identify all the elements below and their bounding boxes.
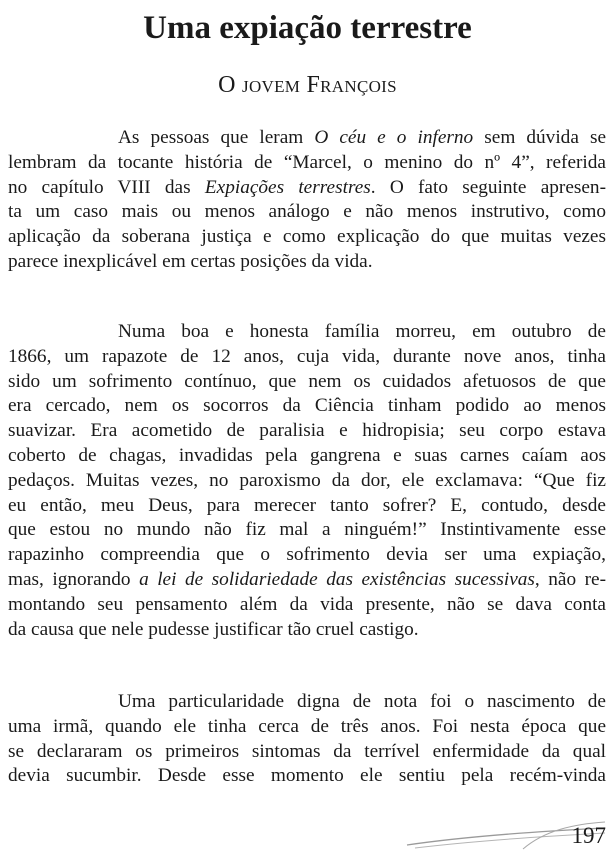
text-line: As pessoas que leram O céu e o inferno sem dúvida se — [118, 127, 607, 148]
text-line: mas, ignorando a lei de solidariedade das existências sucessivas, não re- — [8, 568, 606, 590]
chapter-title: Uma expiação terrestre — [143, 10, 472, 46]
text-line: da causa que nele pudesse justificar tão cruel castigo. — [8, 618, 419, 640]
text-line: devia sucumbir. Desde esse momento ele sentiu pela recém-vinda — [8, 765, 606, 787]
text-line: uma irmã, quando ele tinha cerca de três anos. Foi nesta época que — [8, 715, 606, 737]
text-line: pedaços. Muitas vezes, no paroxismo da dor, ele exclamava: “Que fiz — [8, 469, 606, 491]
text-line: suavizar. Era acometido de paralisia e hidropisia; seu corpo estava — [8, 420, 606, 442]
text-line: que estou no mundo não fiz mal a ninguém!” Instintivamente esse — [8, 519, 606, 541]
text-line: era cercado, nem os socorros da Ciência tinham podido ao menos — [8, 395, 606, 417]
text-line: ta um caso mais ou menos análogo e não menos instrutivo, como — [8, 201, 606, 223]
text-line: sido um sofrimento contínuo, que nem os cuidados afetuosos de que — [8, 370, 606, 392]
text-line: coberto de chagas, invadidas pela gangrena e suas carnes caíam aos — [8, 444, 606, 466]
text-line: eu então, meu Deus, para merecer tanto sofrer? E, contudo, desde — [8, 494, 606, 516]
italic-phrase: a lei de solidariedade das existências sucessivas — [139, 568, 535, 590]
paragraph-1 — [8, 126, 606, 275]
text-line: Uma particularidade digna de nota foi o nascimento de — [118, 691, 606, 712]
italic-phrase: O céu e o inferno — [314, 127, 474, 148]
text-line: parece inexplicável em certas posições da vida. — [8, 250, 373, 272]
text-line: rapazinho compreendia que o sofrimento devia ser uma expiação, — [8, 544, 606, 566]
page-number: 197 — [571, 823, 606, 848]
text-line: aplicação da soberana justiça e como explicação do que muitas vezes — [8, 226, 606, 248]
italic-phrase: Expiações terrestres — [204, 176, 371, 198]
text-line: no capítulo VIII das Expiações terrestres. O fato seguinte apresen- — [8, 176, 606, 198]
section-subtitle: O jovem François — [218, 72, 397, 98]
paragraph-3 — [8, 690, 606, 789]
text-line: montando seu pensamento além da vida presente, não se dava conta — [8, 593, 606, 615]
text-line: se declararam os primeiros sintomas da terrível enfermidade da qual — [8, 740, 606, 762]
text-line: lembram da tocante história de “Marcel, o menino do nº 4”, referida — [8, 151, 606, 173]
paragraph-2 — [8, 320, 606, 642]
text-line: Numa boa e honesta família morreu, em outubro de — [118, 321, 606, 342]
text-line: 1866, um rapazote de 12 anos, cuja vida, durante nove anos, tinha — [8, 345, 606, 367]
